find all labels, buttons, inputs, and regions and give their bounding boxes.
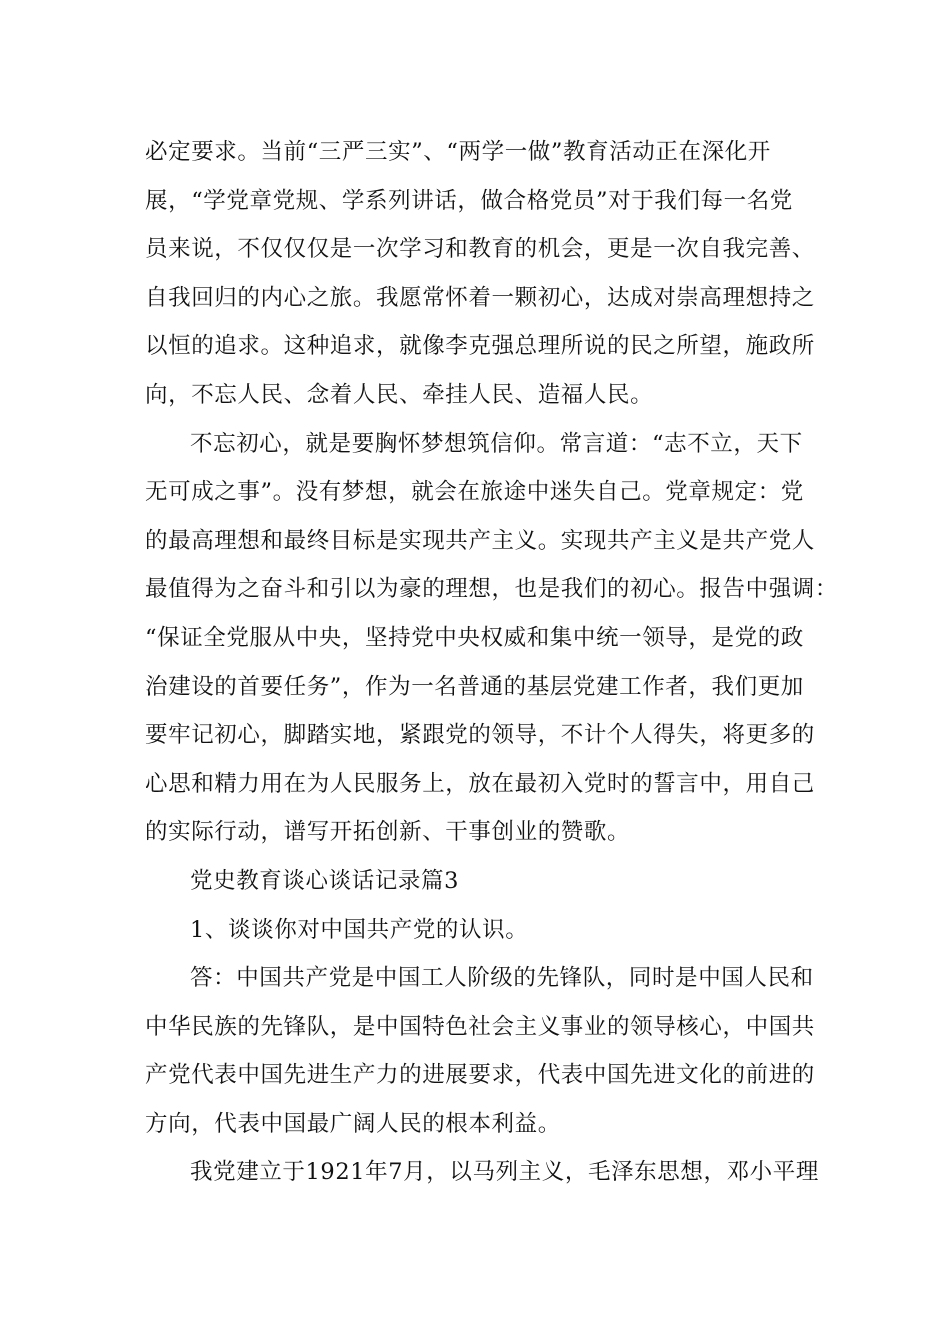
section-heading: 党史教育谈心谈话记录篇3 bbox=[190, 867, 460, 894]
paragraph-line: 不忘初心，就是要胸怀梦想筑信仰。常言道：“志不立，天下 bbox=[190, 430, 803, 457]
paragraph-line: “保证全党服从中央，坚持党中央权威和集中统一领导，是党的政 bbox=[145, 624, 804, 651]
answer-line: 中华民族的先锋队，是中国特色社会主义事业的领导核心，中国共 bbox=[145, 1013, 815, 1040]
answer-line: 答：中国共产党是中国工人阶级的先锋队，同时是中国人民和 bbox=[190, 965, 814, 992]
paragraph-line: 员来说，不仅仅仅是一次学习和教育的机会，更是一次自我完善、 bbox=[145, 236, 815, 263]
document-body bbox=[145, 128, 839, 1197]
paragraph-line: 以恒的追求。这种追求，就像李克强总理所说的民之所望，施政所 bbox=[145, 333, 815, 360]
paragraph-line: 向，不忘人民、念着人民、牵挂人民、造福人民。 bbox=[145, 381, 654, 408]
answer-line: 产党代表中国先进生产力的进展要求，代表中国先进文化的前进的 bbox=[145, 1062, 815, 1089]
paragraph-line: 展，“学党章党规、学系列讲话，做合格党员”对于我们每一名党 bbox=[145, 187, 793, 214]
paragraph-line: 心思和精力用在为人民服务上，放在最初入党时的誓言中，用自己 bbox=[145, 770, 815, 797]
answer-line: 方向，代表中国最广阔人民的根本利益。 bbox=[145, 1110, 561, 1137]
question-line: 1、谈谈你对中国共产党的认识。 bbox=[190, 916, 529, 943]
paragraph-line: 治建设的首要任务”，作为一名普通的基层党建工作者，我们更加 bbox=[145, 673, 804, 700]
paragraph-line: 必定要求。当前“三严三实”、“两学一做”教育活动正在深化开 bbox=[145, 139, 771, 165]
paragraph-line: 自我回归的内心之旅。我愿常怀着一颗初心，达成对崇高理想持之 bbox=[145, 284, 815, 311]
paragraph-line: 最值得为之奋斗和引以为豪的理想，也是我们的初心。报告中强调： bbox=[145, 576, 839, 603]
paragraph-line: 我党建立于1921年7月，以马列主义，毛泽东思想，邓小平理 bbox=[190, 1159, 819, 1186]
paragraph-line: 的实际行动，谱写开拓创新、干事创业的赞歌。 bbox=[145, 819, 631, 846]
paragraph-line: 无可成之事”。没有梦想，就会在旅途中迷失自己。党章规定：党 bbox=[145, 479, 804, 506]
paragraph-line: 要牢记初心，脚踏实地，紧跟党的领导，不计个人得失，将更多的 bbox=[145, 722, 815, 749]
paragraph-line: 的最高理想和最终目标是实现共产主义。实现共产主义是共产党人 bbox=[145, 527, 815, 554]
